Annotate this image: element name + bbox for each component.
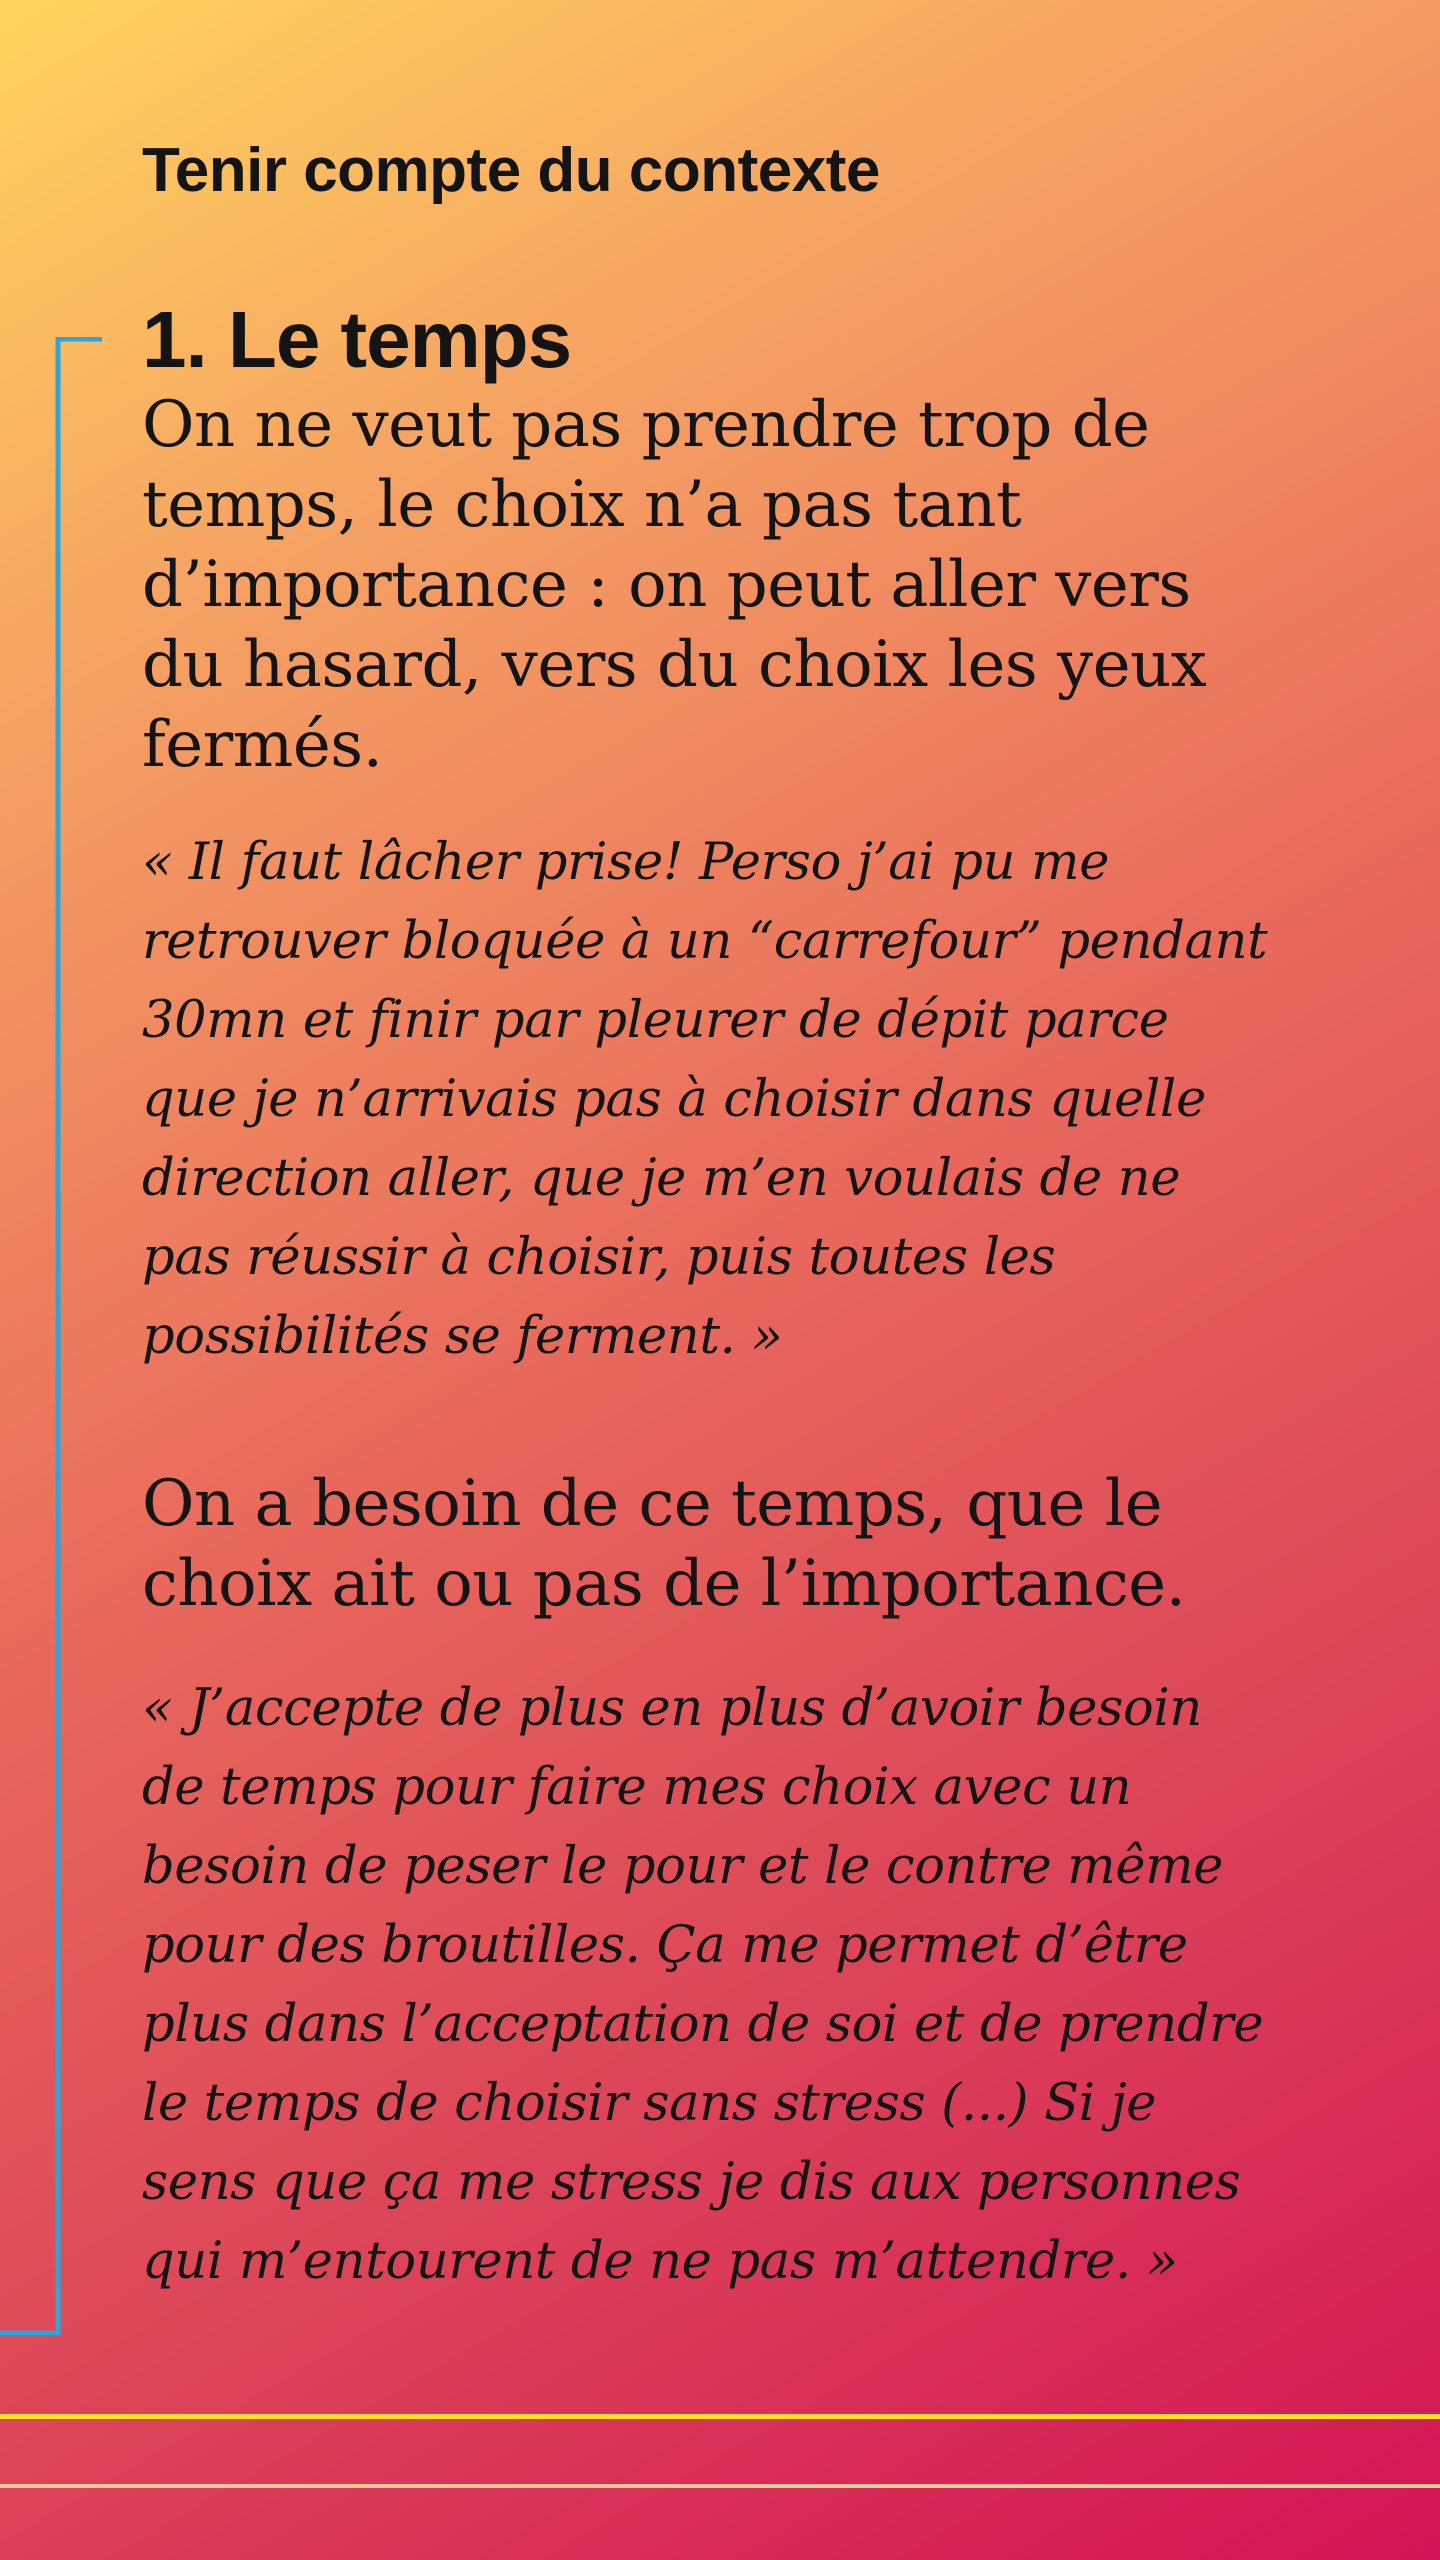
testimony-quote-2: « J’accepte de plus en plus d’avoir besoin de temps pour faire mes choix avec un besoin de peser le pour et le contre même pour des broutilles. Ça me permet d’être plus dans l’acceptation de soi et de prendre le temps de choisir sans stress (...) Si je sens que ça me stress je dis aux personnes qui m’entourent de ne pas m’attendre. » bbox=[142, 1679, 1264, 2291]
lead-paragraph: On ne veut pas prendre trop de temps, le choix n’a pas tant d’importance : on peut aller vers du hasard, vers du choix les yeux fermés. bbox=[142, 388, 1207, 782]
lead-paragraph-2: On a besoin de ce temps, que le choix ait ou pas de l’importance. bbox=[142, 1467, 1186, 1621]
section-bracket bbox=[0, 337, 102, 2335]
testimony-quote-1: « Il faut lâcher prise! Perso j’ai pu me retrouver bloquée à un “carrefour” pendant 30mn et finir par pleurer de dépit parce que je n’arrivais pas à choisir dans quelle direction aller, que je m’en voulais de ne pas réussir à choisir, puis toutes les possibilités se ferment. » bbox=[142, 833, 1268, 1366]
section-title: Tenir compte du contexte bbox=[142, 136, 880, 205]
divider-cream bbox=[0, 2484, 1440, 2488]
point-title: 1. Le temps bbox=[142, 295, 572, 384]
point-content bbox=[142, 295, 1272, 2301]
divider-yellow bbox=[0, 2414, 1440, 2419]
